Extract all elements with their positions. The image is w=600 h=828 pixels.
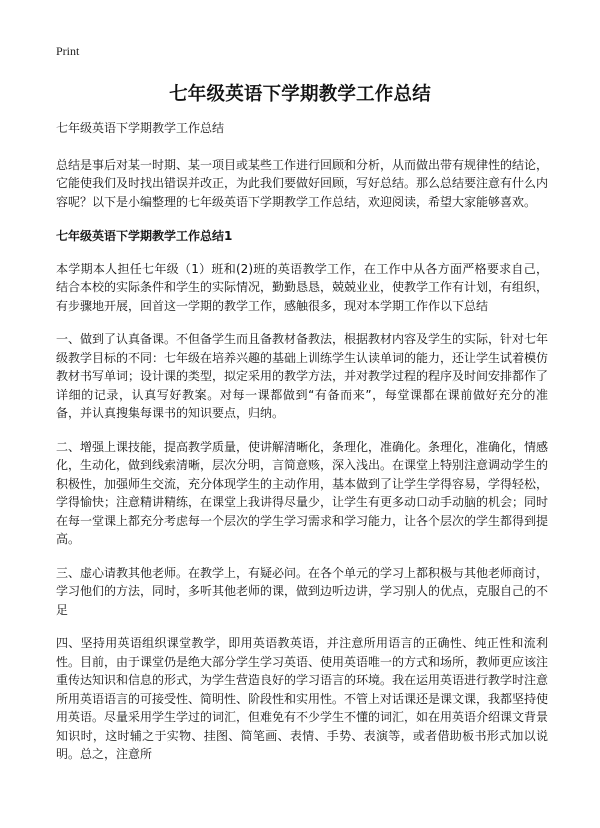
document-subtitle: 七年级英语下学期教学工作总结: [56, 121, 225, 135]
intro-paragraph: 总结是事后对某一时期、某一项目或某些工作进行回顾和分析，从而做出带有规律性的结论，它能使我们及时找出错误并改正，为此我们要做好回顾，写好总结。那么总结要注意有什么内容呢？以下是小编整理的七年级英语下学期教学工作总结，欢迎阅读，希望大家能够喜欢。: [56, 157, 549, 209]
body-paragraph-teaching-skills: 二、增强上课技能，提高教学质量，使讲解清晰化，条理化，准确化。条理化，准确化，情感化，生动化，做到线索清晰，层次分明，言简意赅，深入浅出。在课堂上特别注意调动学生的积极性，加强师生交流，充分体现学生的主动作用，基本做到了让学生学得容易，学得轻松，学得愉快；注意精讲精练，在课堂上我讲得尽量少，让学生有更多动口动手动脑的机会；同时在每一堂课上都充分考虑每一个层次的学生学习需求和学习能力，让各个层次的学生都得到提高。: [56, 439, 549, 546]
body-paragraph-consult-teachers: 三、虚心请教其他老师。在教学上，有疑必问。在各个单元的学习上都积极与其他老师商讨，学习他们的方法，同时，多听其他老师的课，做到边听边讲，学习别人的优点，克服自己的不足: [56, 565, 549, 617]
section-heading: 七年级英语下学期教学工作总结1: [56, 229, 233, 243]
document-body: [56, 119, 548, 779]
page-title: 七年级英语下学期教学工作总结: [169, 84, 431, 105]
body-paragraph-english-instruction: 四、坚持用英语组织课堂教学，即用英语教英语，并注意所用语言的正确性、纯正性和流利性。目前，由于课堂仍是绝大部分学生学习英语、使用英语唯一的方式和场所，教师更应该注重传达知识和信息的形式，为学生营造良好的学习语言的环境。我在运用英语进行教学时注意所用英语语言的可接受性、简明性、阶段性和实用性。不管上对话课还是课文课，我都坚持使用英语。尽量采用学生学过的词汇，但难免有不少学生不懂的词汇，如在用英语介绍课文背景知识时，这时辅之于实物、挂图、简笔画、表情、手势、表演等，或者借助板书形式加以说明。总之，注意所: [56, 636, 549, 761]
print-label: Print: [56, 44, 80, 58]
body-paragraph-lesson-prep: 一、做到了认真备课。不但备学生而且备教材备教法，根据教材内容及学生的实际，针对七年级教学目标的不同：七年级在培养兴趣的基础上训练学生认读单词的能力，还让学生试着模仿教材书写单词；设计课的类型，拟定采用的教学方法，并对教学过程的程序及时间安排都作了详细的记录，认真写好教案。对每一课都做到“有备而来”，每堂课都在课前做好充分的准备，并认真搜集每课书的知识要点，归纳。: [56, 332, 549, 420]
body-paragraph-overview: 本学期本人担任七年级（1）班和(2)班的英语教学工作，在工作中从各方面严格要求自己，结合本校的实际条件和学生的实际情况，勤勤恳恳，兢兢业业，使教学工作有计划，有组织，有步骤地开展，回首这一学期的教学工作，感触很多，现对本学期工作作以下总结: [56, 261, 549, 313]
